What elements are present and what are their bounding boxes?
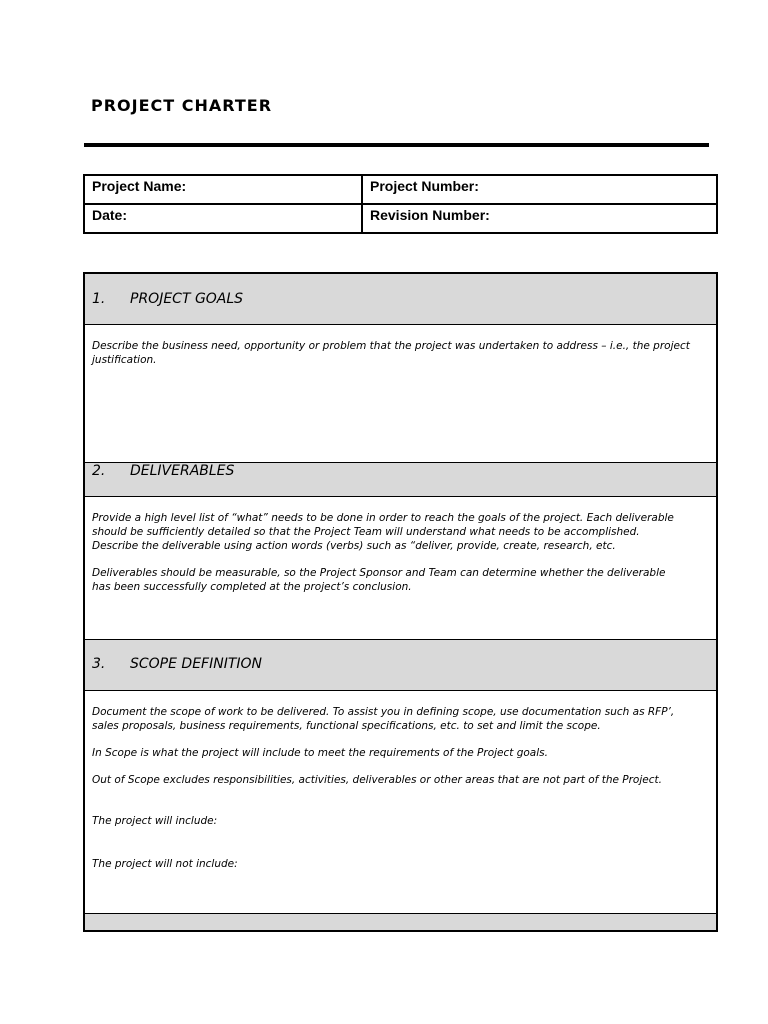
body-text: justification.	[92, 354, 157, 366]
project-number-label: Project Number:	[362, 175, 717, 204]
body-text: The project will not include:	[92, 858, 238, 870]
body-text: Describe the deliverable using action words (verbs) such as “deliver, provide, create, research, etc.	[92, 540, 616, 552]
body-text: should be sufficiently detailed so that the Project Team will understand what needs to be accomplished.	[92, 526, 640, 538]
body-text: In Scope is what the project will include to meet the requirements of the Project goals.	[92, 747, 548, 759]
body-text: Provide a high level list of “what” needs to be done in order to reach the goals of the project. Each deliverable	[92, 512, 674, 524]
section-title: PROJECT GOALS	[130, 291, 244, 307]
table-row	[84, 175, 717, 204]
body-text: Document the scope of work to be delivered. To assist you in defining scope, use documentation such as RFP’,	[92, 706, 675, 718]
project-name-label: Project Name:	[84, 175, 362, 204]
document-title: PROJECT CHARTER	[91, 96, 273, 115]
revision-number-label: Revision Number:	[362, 204, 717, 233]
body-text: Out of Scope excludes responsibilities, activities, deliverables or other areas that are not part of the Project.	[92, 774, 662, 786]
body-text: sales proposals, business requirements, functional specifications, etc. to set and limit the scope.	[92, 720, 601, 732]
section-number: 3.	[92, 656, 106, 672]
body-text: Describe the business need, opportunity or problem that the project was undertaken to address – i.e., the project	[92, 340, 690, 352]
section-header-goals	[85, 274, 716, 325]
section-header-deliverables	[85, 463, 716, 497]
section-title: SCOPE DEFINITION	[130, 656, 263, 672]
table-row	[84, 204, 717, 233]
date-label: Date:	[84, 204, 362, 233]
section-number: 1.	[92, 291, 106, 307]
charter-sections	[83, 272, 718, 932]
body-text: The project will include:	[92, 815, 218, 827]
title-divider	[84, 143, 709, 147]
section-number: 2.	[92, 463, 106, 479]
section-body-deliverables	[85, 497, 716, 640]
section-body-scope	[85, 691, 716, 914]
body-text: has been successfully completed at the project’s conclusion.	[92, 581, 412, 593]
project-info-table	[83, 174, 718, 234]
section-body-goals	[85, 325, 716, 463]
section-header-scope	[85, 640, 716, 691]
section-title: DELIVERABLES	[130, 463, 235, 479]
section-footer-band	[85, 914, 716, 930]
body-text: Deliverables should be measurable, so the Project Sponsor and Team can determine whether the deliverable	[92, 567, 666, 579]
